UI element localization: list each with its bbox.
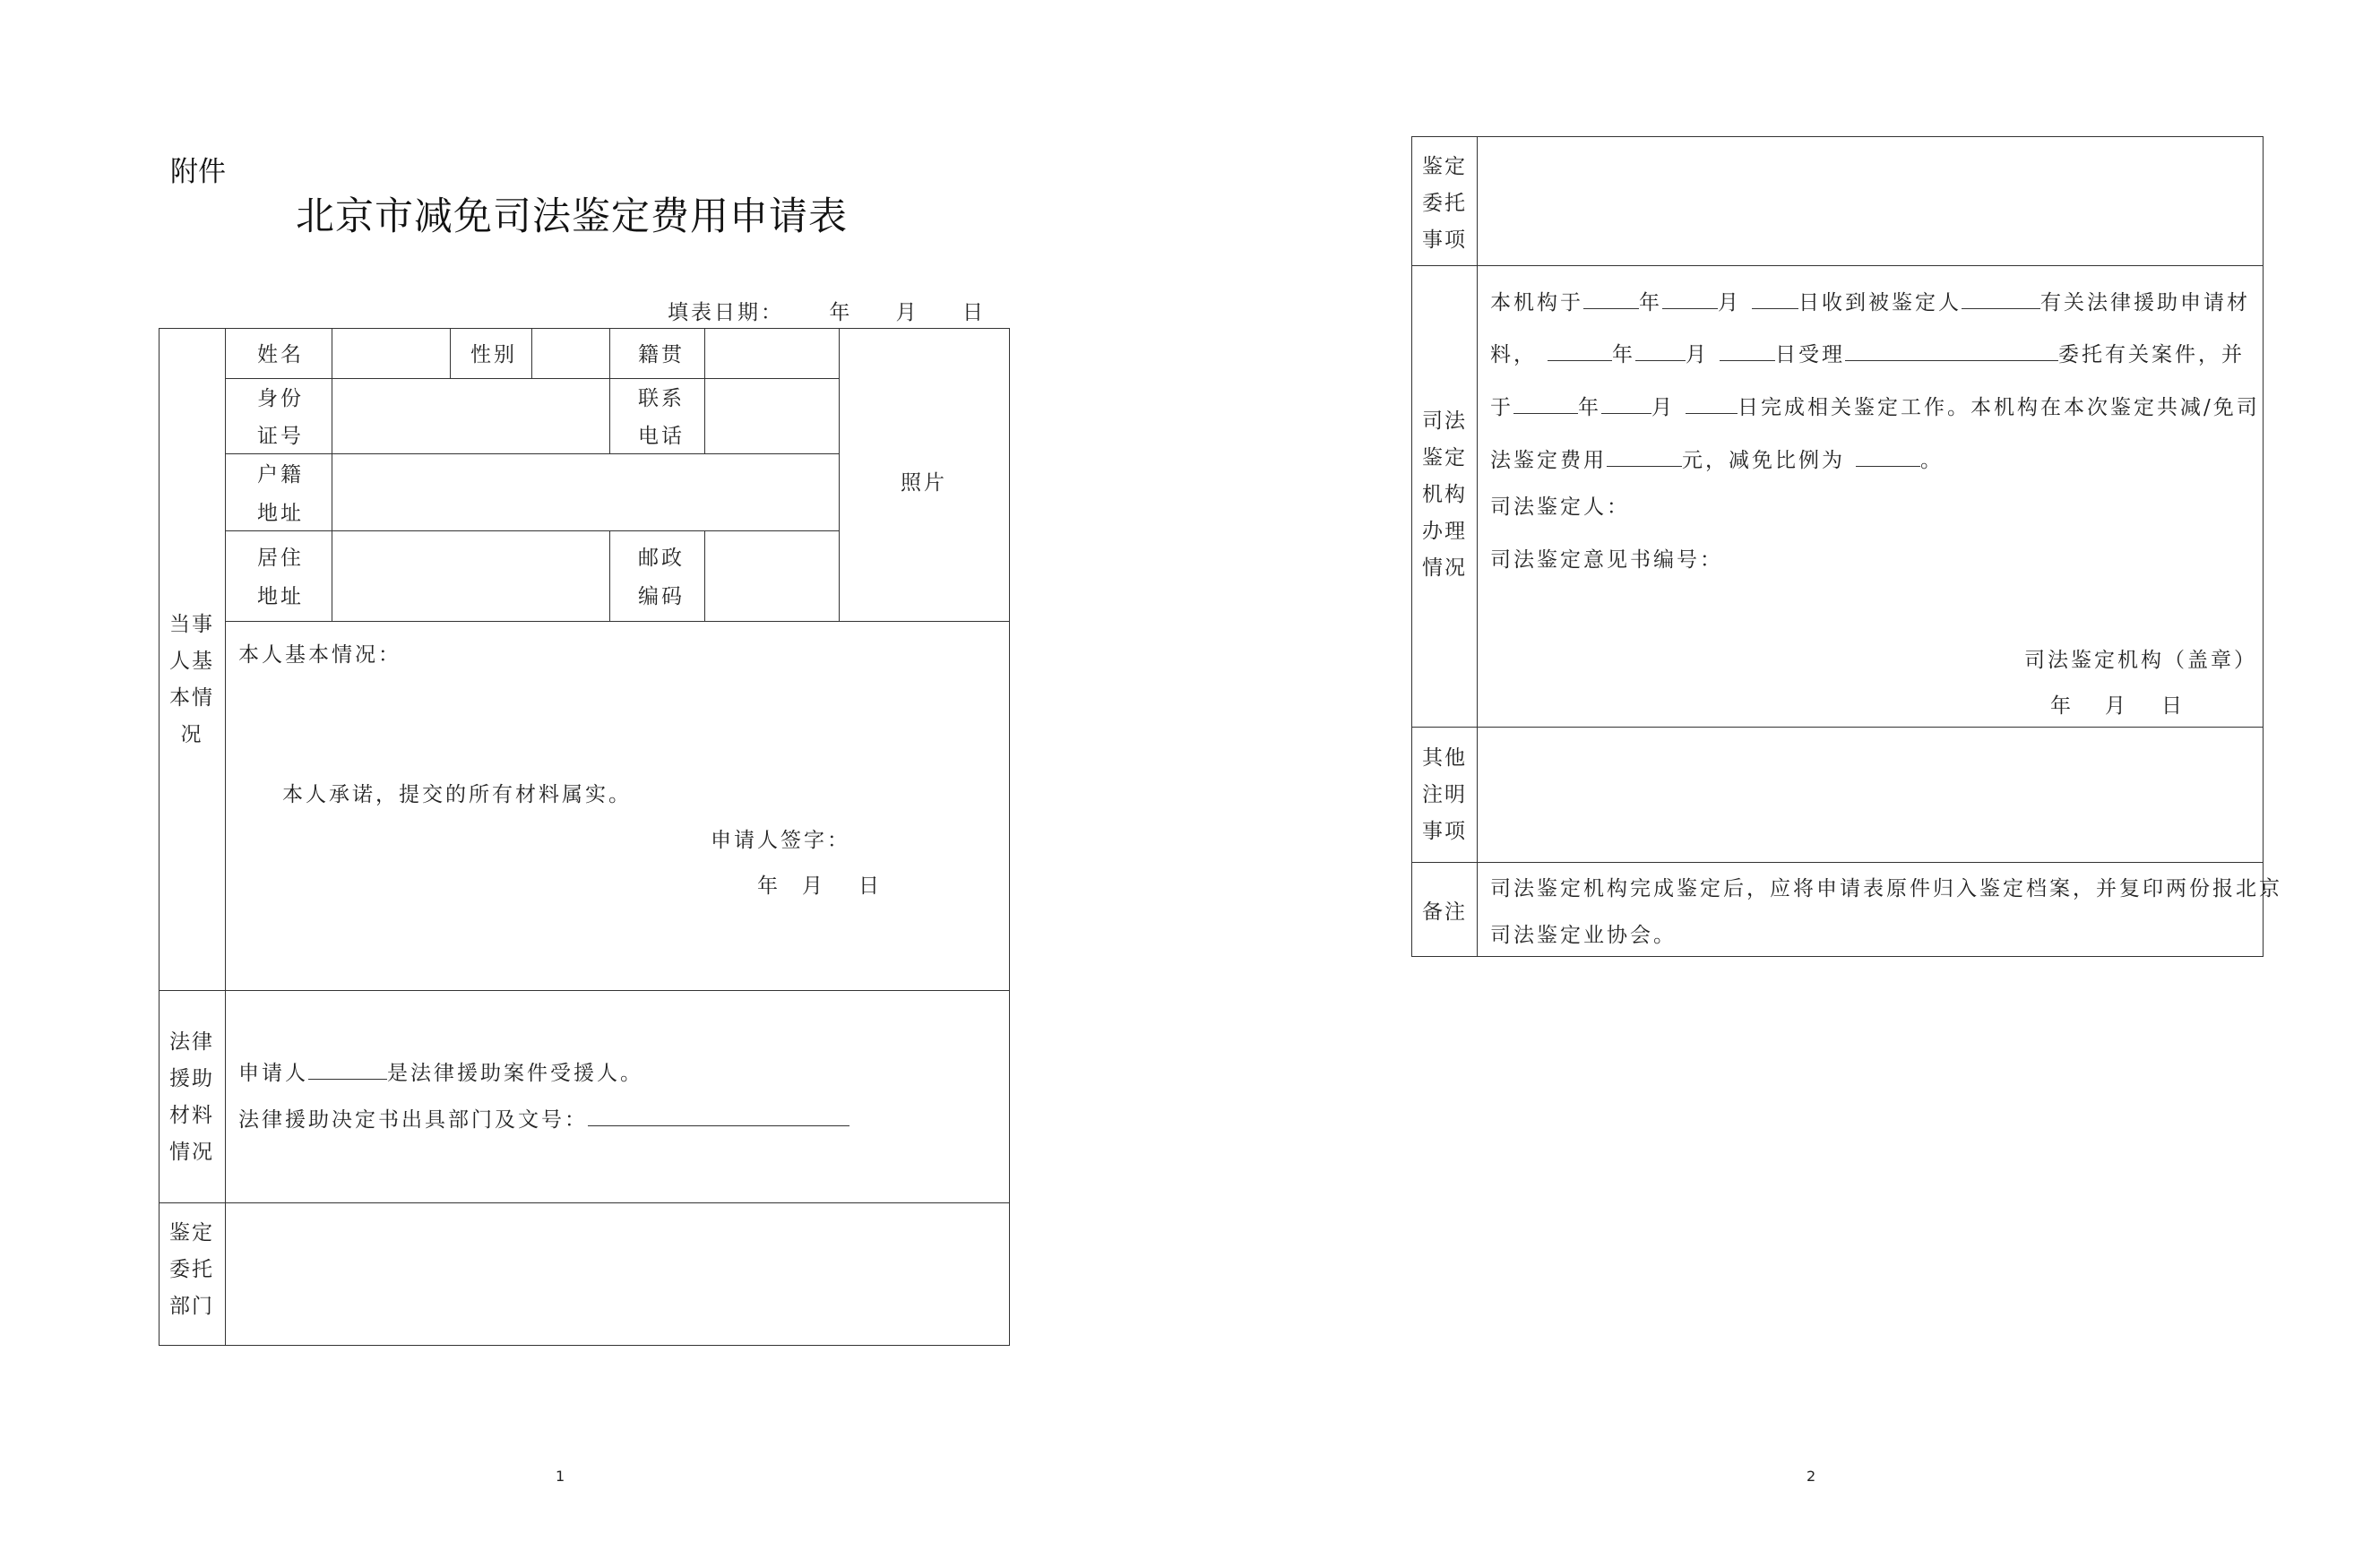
agency-l4-a: 法鉴定费用 — [1490, 449, 1607, 472]
legal-aid-line-2 — [238, 1106, 849, 1131]
basic-info-label: 本人基本情况： — [238, 643, 401, 667]
gender-field[interactable] — [533, 330, 608, 376]
page-number-2: 2 — [1807, 1468, 1816, 1485]
accept-month-blank[interactable] — [1635, 340, 1686, 361]
party-date-month: 月 — [802, 874, 825, 898]
entrust-matters-label: 鉴定委托事项 — [1422, 155, 1467, 252]
hukou-address-field[interactable] — [333, 455, 837, 529]
page-2 — [1190, 0, 2380, 1568]
applicant-blank[interactable] — [308, 1059, 387, 1080]
accept-year-blank[interactable] — [1548, 340, 1612, 361]
party-date-year: 年 — [757, 874, 780, 898]
legal-aid-line-1-b: 是法律援助案件受援人。 — [387, 1062, 643, 1085]
agency-l1-b: 年 — [1639, 291, 1662, 314]
complete-year-blank[interactable] — [1513, 393, 1578, 414]
decision-doc-blank[interactable] — [588, 1106, 849, 1126]
entrust-matters-field[interactable] — [1479, 138, 2262, 263]
party-date-day: 日 — [858, 874, 882, 898]
legal-aid-section-label: 法律援助材料情况 — [169, 1030, 214, 1164]
complete-month-blank[interactable] — [1601, 393, 1651, 414]
agency-l1-d: 日收到被鉴定人 — [1798, 291, 1962, 314]
residence-address-label-1: 居住 — [257, 547, 304, 570]
other-notes-label: 其他注明事项 — [1422, 746, 1467, 843]
postcode-field[interactable] — [706, 532, 837, 619]
agency-l2-a: 料， — [1490, 343, 1537, 366]
gender-label: 性别 — [470, 343, 517, 366]
agency-date-month: 月 — [2105, 694, 2128, 718]
remarks-line-2: 司法鉴定业协会。 — [1490, 924, 1677, 947]
legal-aid-line-1-a: 申请人 — [238, 1062, 308, 1085]
name-label: 姓名 — [257, 343, 304, 366]
id-number-label-1: 身份 — [257, 387, 304, 410]
appraisee-blank[interactable] — [1962, 289, 2040, 309]
accept-day-blank[interactable] — [1720, 340, 1775, 361]
fill-date-month: 月 — [895, 301, 919, 324]
agency-l2-e: 委托有关案件，并 — [2058, 343, 2245, 366]
agency-l1-a: 本机构于 — [1490, 291, 1583, 314]
agency-date-year: 年 — [2050, 694, 2074, 718]
postcode-label-1: 邮政 — [638, 547, 685, 570]
agency-l1-c: 月 — [1718, 291, 1741, 314]
signature-label: 申请人签字： — [711, 829, 850, 852]
native-place-label: 籍贯 — [638, 343, 685, 366]
residence-address-label-2: 地址 — [257, 585, 304, 608]
attachment-label: 附件 — [170, 156, 226, 188]
other-notes-field[interactable] — [1479, 728, 2262, 860]
agency-line-2 — [1490, 340, 2245, 366]
hukou-address-label-1: 户籍 — [257, 463, 304, 487]
agency-seal-label: 司法鉴定机构（盖章） — [2024, 649, 2257, 672]
opinion-number-label: 司法鉴定意见书编号： — [1490, 548, 1723, 572]
receive-year-blank[interactable] — [1583, 289, 1639, 309]
fill-date-day: 日 — [961, 301, 986, 324]
agency-date-day: 日 — [2161, 694, 2185, 718]
reduction-ratio-blank[interactable] — [1856, 446, 1920, 467]
fill-date-year: 年 — [829, 301, 853, 324]
fill-date — [668, 296, 986, 325]
agency-line-1 — [1490, 289, 2250, 314]
fee-amount-blank[interactable] — [1607, 446, 1682, 467]
phone-field[interactable] — [706, 380, 837, 452]
agency-l3-a: 于 — [1490, 396, 1513, 419]
remarks-line-1: 司法鉴定机构完成鉴定后，应将申请表原件归入鉴定档案，并复印两份报北京 — [1490, 877, 2282, 900]
entrust-dept-field[interactable] — [227, 1204, 1008, 1344]
legal-aid-line-2-text: 法律援助决定书出具部门及文号： — [238, 1108, 588, 1132]
agency-l2-b: 年 — [1612, 343, 1635, 366]
legal-aid-line-1 — [238, 1059, 643, 1084]
entrusting-party-blank[interactable] — [1845, 340, 2058, 361]
agency-l3-d: 日完成相关鉴定工作。本机构在本次鉴定共减/免司 — [1738, 396, 2260, 419]
appraiser-label: 司法鉴定人： — [1490, 495, 1630, 519]
name-field[interactable] — [333, 330, 448, 376]
party-section-label: 当事人基本情况 — [169, 613, 214, 746]
agency-l2-c: 月 — [1686, 343, 1709, 366]
agency-l1-e: 有关法律援助申请材 — [2040, 291, 2250, 314]
complete-day-blank[interactable] — [1686, 393, 1738, 414]
phone-label-1: 联系 — [638, 387, 685, 410]
agency-l4-b: 元，减免比例为 — [1682, 449, 1845, 472]
receive-day-blank[interactable] — [1752, 289, 1798, 309]
id-number-label-2: 证号 — [257, 425, 304, 448]
agency-l3-c: 月 — [1651, 396, 1675, 419]
photo-label: 照片 — [901, 471, 947, 495]
entrust-dept-section-label: 鉴定委托部门 — [169, 1221, 214, 1318]
remarks-label: 备注 — [1422, 900, 1467, 924]
fill-date-label: 填表日期： — [668, 301, 784, 324]
id-number-field[interactable] — [333, 380, 608, 452]
form-title: 北京市减免司法鉴定费用申请表 — [296, 194, 848, 239]
agency-line-3 — [1490, 393, 2260, 418]
page-number-1: 1 — [556, 1468, 565, 1485]
agency-line-4 — [1490, 446, 1944, 471]
agency-l2-d: 日受理 — [1775, 343, 1845, 366]
agency-section-label: 司法鉴定机构办理情况 — [1422, 409, 1467, 580]
agency-l4-c: 。 — [1920, 449, 1944, 472]
phone-label-2: 电话 — [638, 425, 685, 448]
hukou-address-label-2: 地址 — [257, 502, 304, 525]
promise-text: 本人承诺，提交的所有材料属实。 — [282, 783, 632, 806]
agency-l3-b: 年 — [1578, 396, 1601, 419]
receive-month-blank[interactable] — [1662, 289, 1718, 309]
postcode-label-2: 编码 — [638, 585, 685, 608]
residence-address-field[interactable] — [333, 532, 608, 619]
native-place-field[interactable] — [706, 330, 837, 376]
